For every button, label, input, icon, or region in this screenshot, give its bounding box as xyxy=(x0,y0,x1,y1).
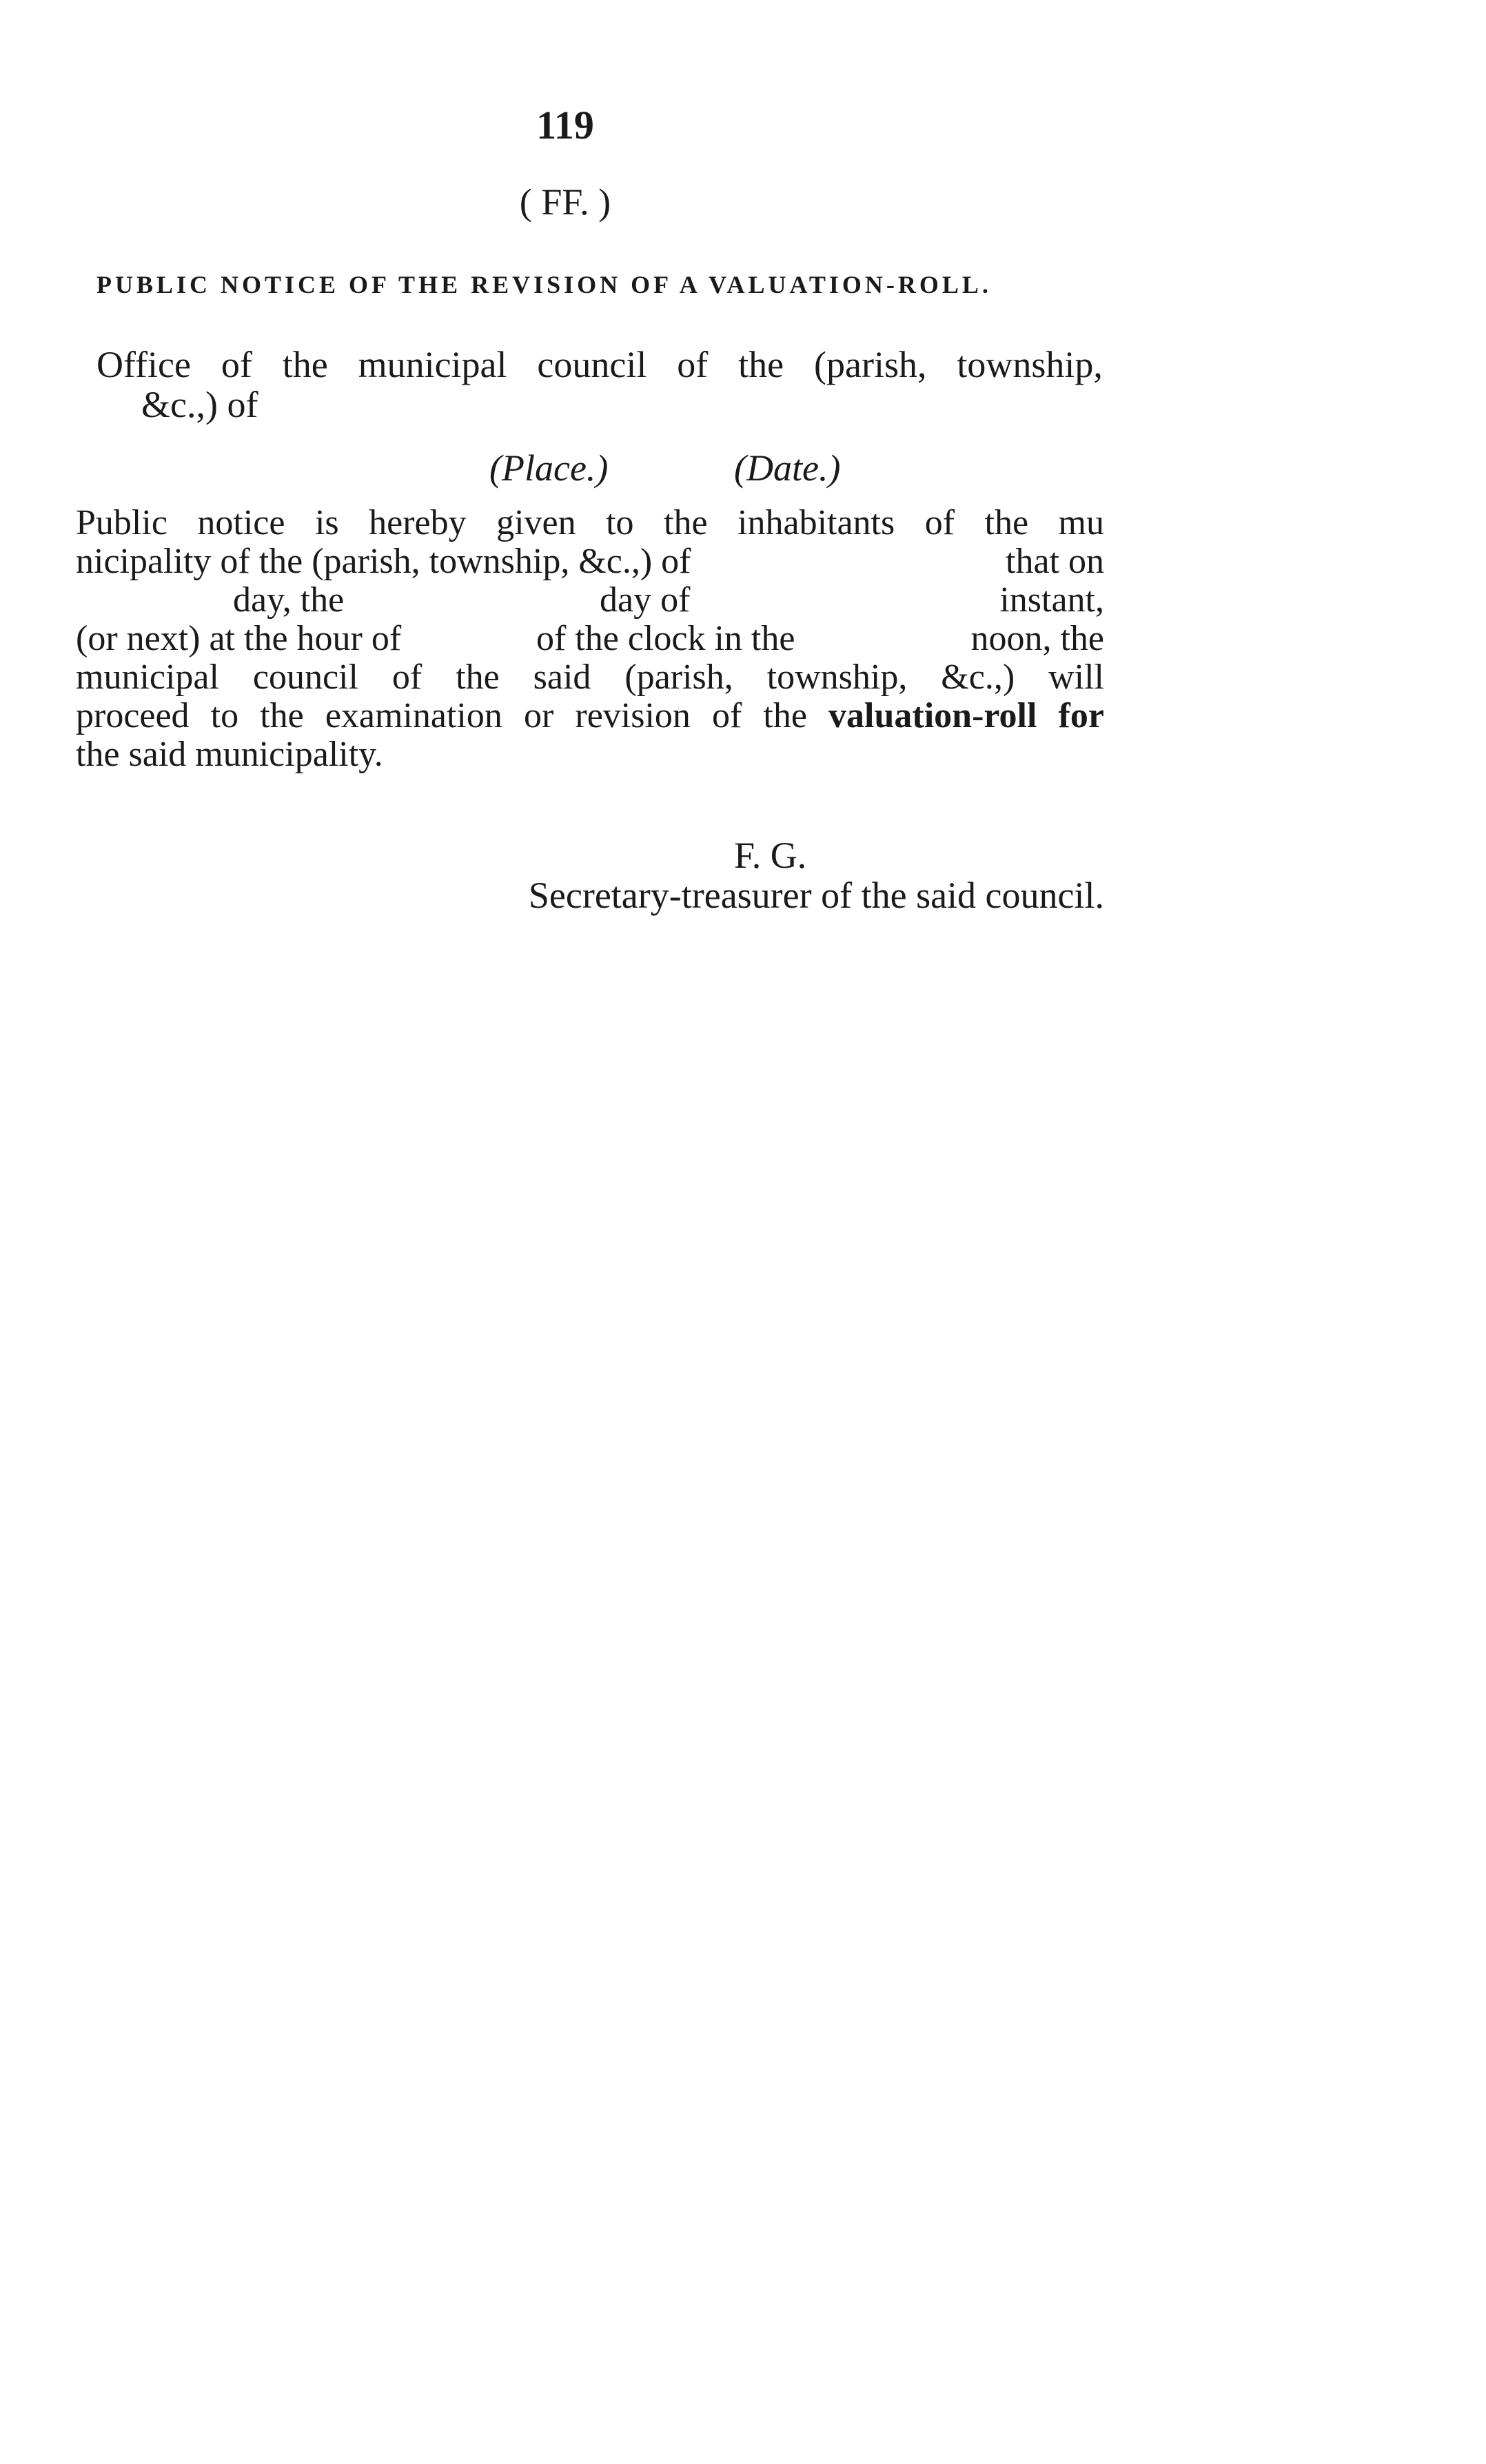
notice-line-4-c: noon, the xyxy=(970,619,1104,658)
notice-heading: PUBLIC NOTICE OF THE REVISION OF A VALUATION-ROLL. xyxy=(96,271,992,298)
word: the xyxy=(738,344,784,385)
word: proceed xyxy=(76,696,190,735)
notice-line-2-right: that on xyxy=(1006,542,1104,581)
word: to xyxy=(606,503,634,542)
word: the xyxy=(763,696,807,735)
word: township, xyxy=(957,344,1103,385)
office-line-1 xyxy=(96,345,1103,385)
word: municipal xyxy=(76,658,219,697)
word: council xyxy=(537,344,647,385)
word: of xyxy=(391,658,423,697)
notice-line-3-a: day, the xyxy=(233,580,345,620)
notice-line-6 xyxy=(76,696,1104,736)
notice-line-4-b: of the clock in the xyxy=(536,619,795,658)
office-line-2: &c.,) of xyxy=(141,384,258,425)
word: Office xyxy=(96,344,191,385)
word: said xyxy=(533,658,591,697)
signature-initials: F. G. xyxy=(734,835,807,876)
word: of xyxy=(924,503,955,542)
word: revision xyxy=(575,696,691,735)
word: the xyxy=(282,344,328,385)
word: &c.,) xyxy=(941,658,1015,697)
word: is xyxy=(314,503,339,542)
notice-line-5 xyxy=(76,658,1104,698)
page-number: 119 xyxy=(536,103,594,147)
notice-line-3-c: instant, xyxy=(999,580,1104,620)
form-label: ( FF. ) xyxy=(519,181,611,223)
word: Public xyxy=(76,503,167,542)
word: given xyxy=(496,503,576,542)
word: to xyxy=(210,696,239,735)
date-label: (Date.) xyxy=(734,447,841,489)
word: or xyxy=(523,696,554,735)
word: of xyxy=(221,344,252,385)
word: hereby xyxy=(369,503,467,542)
signature-title: Secretary-treasurer of the said council. xyxy=(528,875,1104,916)
place-label: (Place.) xyxy=(489,447,609,489)
word: for xyxy=(1058,696,1104,735)
word: the xyxy=(456,658,500,697)
word: mu xyxy=(1058,503,1104,542)
word: the xyxy=(664,503,708,542)
word: municipal xyxy=(358,344,507,385)
notice-line-1 xyxy=(76,503,1104,543)
notice-line-4-a: (or next) at the hour of xyxy=(76,619,402,658)
word: township, xyxy=(766,658,908,697)
word: the xyxy=(260,696,304,735)
notice-line-7: the said municipality. xyxy=(76,735,383,774)
notice-line-2-left: nicipality of the (parish, township, &c.,) of xyxy=(76,542,691,581)
word: council xyxy=(252,658,358,697)
word: (parish, xyxy=(624,658,733,697)
notice-line-3-b: day of xyxy=(600,580,691,620)
notice-line-2 xyxy=(76,542,1104,582)
word: of xyxy=(712,696,742,735)
word: the xyxy=(984,503,1029,542)
word: will xyxy=(1048,658,1104,697)
word: valuation-roll xyxy=(828,696,1037,735)
word: of xyxy=(677,344,709,385)
word: notice xyxy=(197,503,285,542)
word: (parish, xyxy=(814,344,927,385)
word: inhabitants xyxy=(737,503,895,542)
word: examination xyxy=(325,696,502,735)
notice-line-4 xyxy=(76,619,1104,659)
notice-line-3 xyxy=(76,580,1104,620)
